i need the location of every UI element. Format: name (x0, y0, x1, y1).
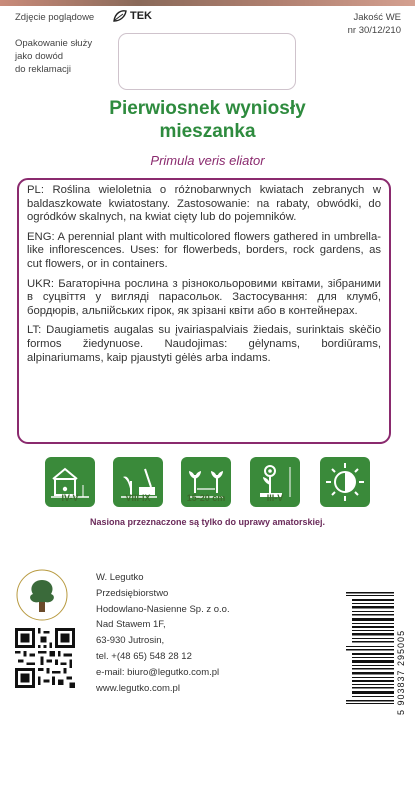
planting-label: VIII-IX (125, 493, 151, 503)
qr-code[interactable] (15, 628, 75, 688)
company-line: W. Legutko (96, 572, 144, 583)
sun-shade-icon (320, 457, 370, 507)
package-note-line: jako dowód (15, 51, 64, 62)
preview-label: Zdjęcie poglądowe (15, 12, 95, 23)
flowering-label: III-V (266, 493, 284, 503)
description-lt: LT: Daugiametis augalas su įvairiaspalviais žiedais, surinktais skėčio formos žiedynuose. Naudojimas: gėlynams, bordiūrams, alpinariumams, kaip pjaustyti gėlės arba indams. (27, 324, 381, 364)
quality-line1: Jakość WE (353, 12, 401, 23)
barcode (346, 590, 404, 715)
description-box (17, 178, 391, 444)
spacing-label: 15-20 cm (186, 493, 226, 503)
package-note-line: Opakowanie służy (15, 38, 93, 49)
barcode-digits: 5 903837 295005 (396, 629, 406, 715)
company-line: 63-930 Jutrosin, (96, 635, 165, 647)
description-ukr: UKR: Багаторічна рослина з різнокольоровими квітами, зібраними в суцвіття у вигляді парасольок. Застосування: для клумб, бордюрів, альпійських гірок, як зрізані квіти або в контейнерах. (27, 277, 381, 317)
amateur-note: Nasiona przeznaczone są tylko do uprawy amatorskiej. (89, 517, 326, 527)
stamp-box (118, 33, 296, 90)
sowing-label: IV-V (61, 493, 79, 503)
company-line: Nad Stawem 1F, (96, 619, 166, 631)
quality-line2: nr 30/12/210 (347, 25, 401, 36)
company-address (96, 570, 230, 696)
package-note-line: do reklamacji (15, 64, 71, 75)
leaf-icon (112, 9, 128, 23)
package-note (15, 37, 92, 76)
top-photo-strip (0, 0, 415, 6)
product-title-line1: Pierwiosnek wyniosły (109, 98, 306, 119)
family-company-logo (15, 568, 69, 622)
company-phone: tel. +(48 65) 548 28 12 (96, 650, 192, 662)
product-title-line2: mieszanka (159, 121, 256, 142)
company-line: Hodowlano-Nasienne Sp. z o.o. (96, 603, 230, 615)
description-pl: PL: Roślina wieloletnia o różnobarwnych kwiatach zebranych w baldaszkowate kwiatostany. Zastosowanie: na rabaty, obwódki, do ogródków skalnych, na kwiat cięty lub do pojemników. (27, 184, 381, 224)
brand-logo (112, 9, 152, 23)
company-line: Przedsiębiorstwo (96, 587, 169, 599)
company-website[interactable]: www.legutko.com.pl (96, 682, 180, 694)
latin-name: Primula veris eliator (150, 153, 265, 168)
description-eng: ENG: A perennial plant with multicolored flowers gathered in umbrella-like inflorescences. Uses: for flowerbeds, borders, rock gardens, as cut flowers, or in containers. (27, 230, 381, 270)
company-email[interactable]: e-mail: biuro@legutko.com.pl (96, 666, 220, 678)
brand-text: TEK (130, 10, 152, 22)
